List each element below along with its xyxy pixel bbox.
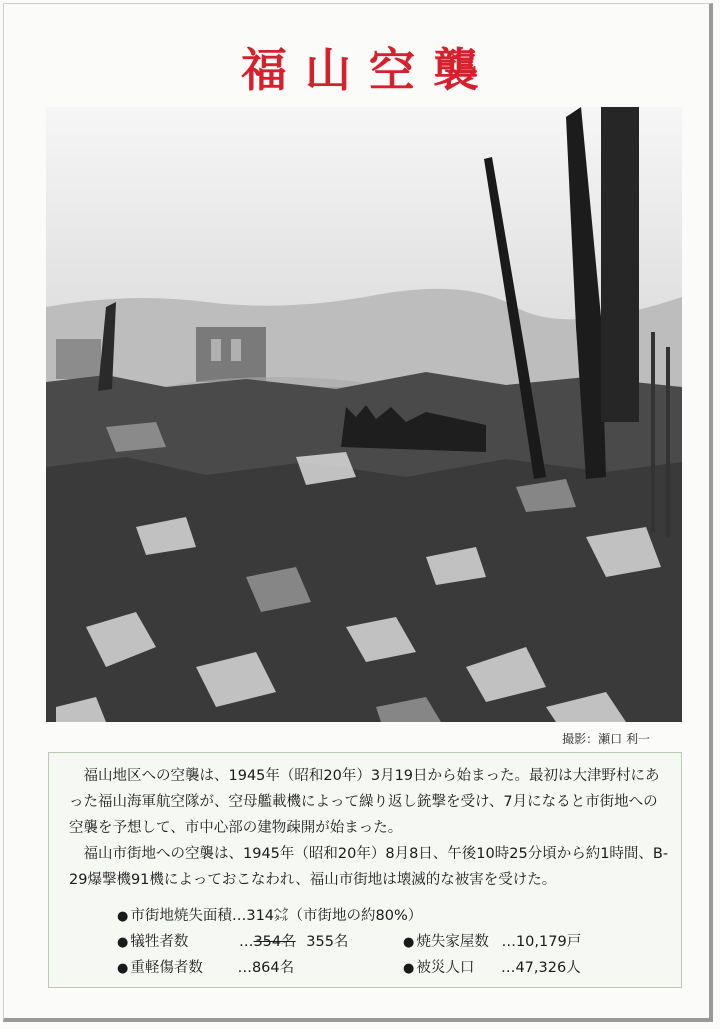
air-raid-ruins-photo — [46, 107, 682, 722]
ruins-photo-illustration — [46, 107, 682, 722]
stat-burned-area: ● 市街地焼失面積…314㌶（市街地の約80%） — [117, 908, 423, 924]
photo-credit: 撮影：瀬口 利一 — [562, 732, 650, 746]
description-paragraph-1: 福山地区への空襲は、1945年（昭和20年）3月19日から始まった。最初は大津野村にあった福山海軍航空隊が、空母艦載機によって繰り返し銃撃を受け、7月になると市街地への空襲を予想して、市中心部の建物疎開が始まった。 — [69, 768, 660, 836]
description-paragraph-2: 福山市街地への空襲は、1945年（昭和20年）8月8日、午後10時25分頃から約1時間、B-29爆撃機91機によっておこなわれ、福山市街地は壊滅的な被害を受けた。 — [69, 846, 669, 888]
stat-burned-area-value: …314㌶（市街地の約80%） — [231, 908, 423, 924]
description-box — [48, 752, 682, 988]
stat-injured: ● 重軽傷者数 …864名 — [117, 960, 295, 976]
stat-houses-value: …10,179戸 — [501, 934, 582, 950]
stat-deaths-old-value: 354名 — [253, 934, 296, 950]
stat-deaths-prefix: … — [238, 934, 254, 950]
stat-victims-value: …47,326人 — [500, 960, 581, 976]
stat-deaths-new-value: 355名 — [306, 934, 349, 950]
stat-houses-label: 焼失家屋数 — [416, 934, 489, 950]
stat-injured-value: …864名 — [237, 960, 295, 976]
stat-injured-label: 重軽傷者数 — [130, 960, 203, 976]
stat-houses: ● 焼失家屋数 …10,179戸 — [403, 934, 582, 950]
stat-victims-label: 被災人口 — [416, 960, 475, 976]
stat-deaths-label: 犠牲者数 — [130, 934, 189, 950]
stat-deaths: ● 犠牲者数 …354名 355名 — [117, 934, 349, 950]
stat-victims: ● 被災人口 …47,326人 — [403, 960, 581, 976]
stat-burned-area-label: 市街地焼失面積 — [130, 908, 232, 924]
page-title: 福山空襲 — [241, 43, 497, 97]
